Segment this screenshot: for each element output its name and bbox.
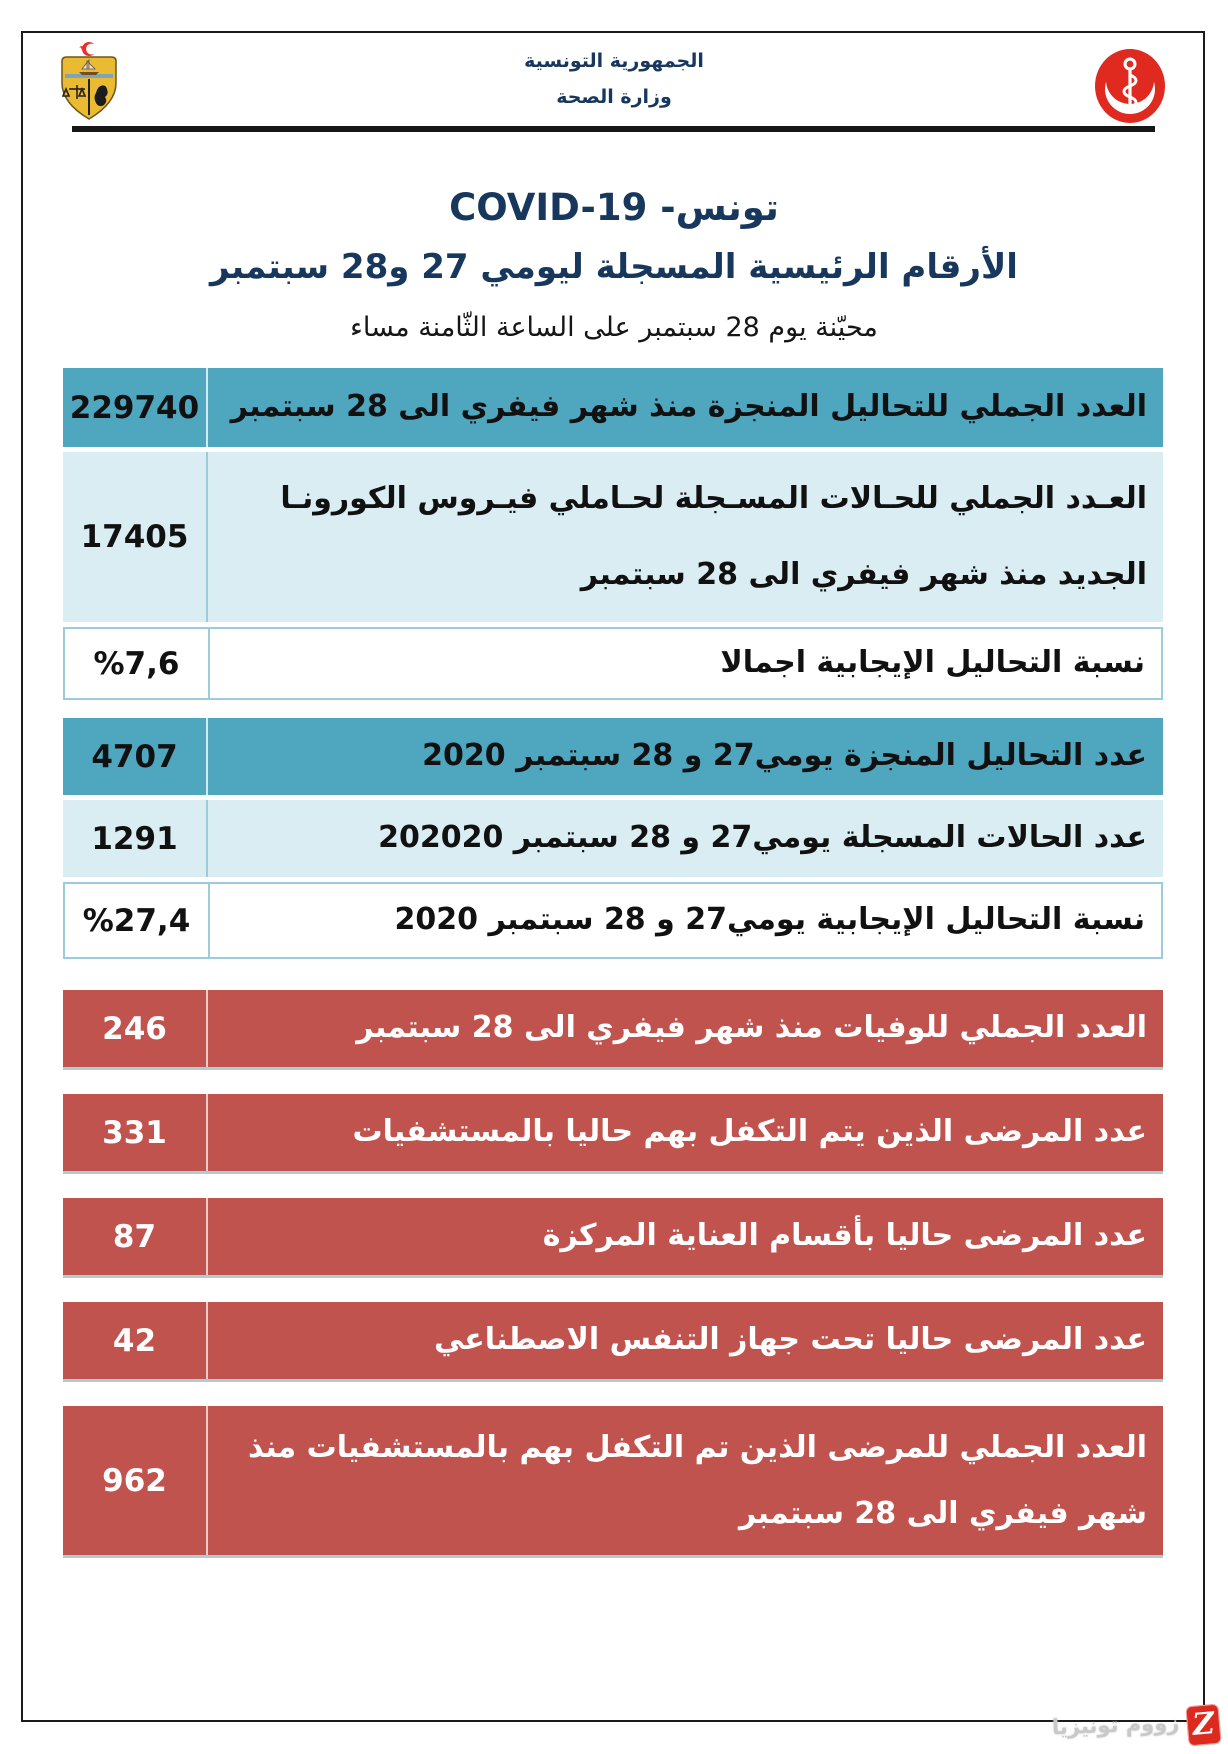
stat-value: 1291 (63, 800, 208, 877)
stat-value: 87 (63, 1198, 208, 1275)
stat-value: 17405 (63, 452, 208, 622)
stat-value: 4707 (63, 718, 208, 795)
daily-stats-table (63, 718, 1163, 964)
report-title: COVID-19 -تونس (449, 186, 779, 229)
stat-label: عدد الحالات المسجلة يومي27 و 28 سبتمبر 202020 (378, 820, 1147, 856)
stat-label: العدد الجملي للوفيات منذ شهر فيفري الى 28 سبتمبر (356, 1010, 1147, 1046)
stat-row-daily-positivity (63, 882, 1163, 959)
report-subtitle: الأرقام الرئيسية المسجلة ليومي 27 و28 سبتمبر (210, 247, 1018, 287)
stat-row-total-hospitalized (63, 1406, 1163, 1558)
stat-row-currently-hospitalized (63, 1094, 1163, 1174)
stat-label: العـدد الجملي للحـالات المسـجلة لحـاملي فيـروس الكورونـا الجديد منذ شهر فيفري الى 28 سبتمبر (280, 480, 1147, 592)
stat-label: نسبة التحاليل الإيجابية اجمالا (720, 645, 1145, 681)
ministry-title: وزارة الصحة (556, 86, 672, 108)
ministry-of-health-logo-icon (1094, 47, 1166, 125)
stat-value: 331 (63, 1094, 208, 1171)
watermark-brand-text: زووم تونيزيا (1051, 1710, 1180, 1740)
watermark-logo-letter: Z (1191, 1706, 1216, 1743)
stat-label: نسبة التحاليل الإيجابية يومي27 و 28 سبتمبر 2020 (394, 902, 1145, 938)
stat-value: %27,4 (65, 884, 210, 957)
stat-value: %7,6 (65, 629, 210, 698)
report-updated-note: محيّنة يوم 28 سبتمبر على الساعة الثّامنة مساء (350, 312, 878, 343)
stat-label: عدد التحاليل المنجزة يومي27 و 28 سبتمبر 2020 (422, 738, 1147, 774)
stat-label: العدد الجملي للتحاليل المنجزة منذ شهر فيفري الى 28 سبتمبر (230, 389, 1147, 425)
stat-value: 229740 (63, 368, 208, 447)
stat-row-total-cases (63, 452, 1163, 622)
stat-row-ventilated (63, 1302, 1163, 1382)
stat-row-total-tests (63, 368, 1163, 447)
zoom-tunisia-logo-icon (1185, 1704, 1221, 1747)
stat-row-daily-tests (63, 718, 1163, 795)
stat-value: 246 (63, 990, 208, 1067)
watermark (1020, 1700, 1220, 1750)
stat-row-total-deaths (63, 990, 1163, 1070)
header-text-block (0, 52, 1228, 107)
stat-label: عدد المرضى حاليا بأقسام العناية المركزة (542, 1218, 1147, 1254)
hospital-stats-table (63, 990, 1163, 1582)
stat-value: 42 (63, 1302, 208, 1379)
stat-label: العدد الجملي للمرضى الذين تم التكفل بهم بالمستشفيات منذ شهر فيفري الى 28 سبتمبر (247, 1429, 1147, 1531)
stat-value: 962 (63, 1406, 208, 1555)
cumulative-stats-table (63, 368, 1163, 705)
stat-label: عدد المرضى الذين يتم التكفل بهم حاليا بالمستشفيات (352, 1114, 1147, 1150)
header-divider-line (72, 126, 1155, 132)
stat-row-daily-cases (63, 800, 1163, 877)
republic-title: الجمهورية التونسية (524, 50, 704, 72)
stat-row-intensive-care (63, 1198, 1163, 1278)
stat-row-overall-positivity (63, 627, 1163, 700)
stat-label: عدد المرضى حاليا تحت جهاز التنفس الاصطناعي (433, 1322, 1147, 1358)
